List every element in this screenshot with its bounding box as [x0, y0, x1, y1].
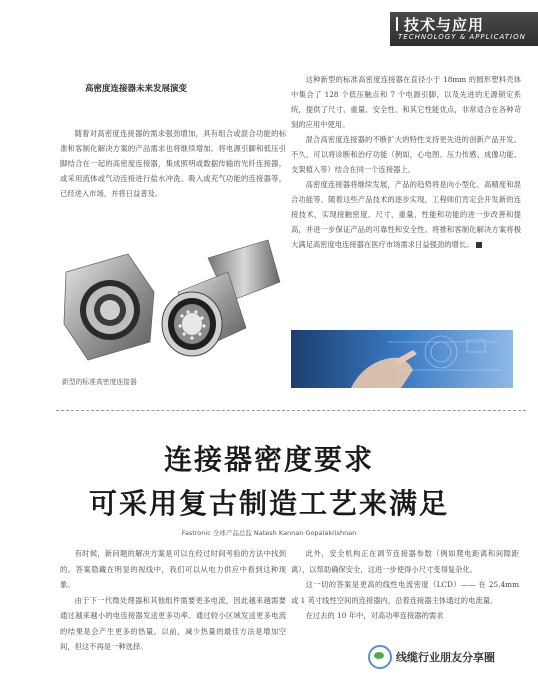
section-divider [56, 410, 526, 412]
article-left-column [60, 546, 286, 655]
wechat-logo-icon [368, 645, 392, 669]
watermark-text: 线缆行业朋友分享圈 [396, 651, 495, 664]
section-header-subtitle: TECHNOLOGY & APPLICATION [398, 33, 526, 41]
section-header-title: 技术与应用 [404, 16, 485, 34]
paragraph: 由于下一代微处理器和其他组件需要更多电流，因此越来越需要通过越来越小的电连接器发送更多功率。通过较小区域发送更多电流的结果是会产生更多的热量。以前，减少热量的最佳方法是增加空间，但这不再是一种选择。 [60, 595, 286, 651]
medical-tech-photo [291, 330, 513, 388]
article-byline: Fastronic 全球产品总监 Natesh Kannan Gopalakrishnan [181, 529, 357, 537]
header-bar-decoration [396, 17, 398, 31]
section-title: 高密度连接器未来发展演变 [85, 84, 188, 94]
watermark [368, 644, 530, 670]
paragraph [291, 177, 521, 252]
paragraph-text: 高密度连接器将继续发展，产品的趋势将是向小型化、高精度和混合功能等，随着这些产品技术的逐步实现，工程师们肯定会开发新的连接技术，实现接触密度、尺寸、重量、性能和功能的进一步改善和提高，并进一步保证产品的可靠性和安全性。将推和客制化解决方案将极大满足高密度电连接器在医疗市场需求日益强劲的增长。 [291, 180, 521, 249]
paragraph: 这种新型的标准高密度连接器在直径小于 18mm 的圆形塑料壳体中集合了 128 个低压触点和 7 个电源引脚，以及先进的无源锁定系统，提供了尺寸、重量、安全性、和其它性能优点，非常适合在各种苛刻的应用中使用。 [291, 75, 521, 129]
paragraph: 混合高密度连接器的不断扩大的特性支持更先进的创新产品开发。不久，可以将诊断和治疗功能（例如，心电图、压力传感、成像功能、支架植入等）结合在同一个连接器上。 [291, 135, 521, 174]
figure-caption: 新型的标准高密度连接器 [62, 378, 137, 386]
paragraph: 此外，安全机构正在调节连接器参数（例如爬电距离和间隙距离），以帮助确保安全，这进一步使得小尺寸变得复杂化。 [291, 549, 519, 574]
article-right-column [291, 546, 519, 624]
paragraph: 有时候，新问题的解决方案是可以在经过时间考验的方法中找到的。答案隐藏在明显的视线中，我们可以从电力供应中看到这种现象。 [60, 549, 286, 589]
paragraph: 在过去的 10 年中，对高功率连接器的需求 [305, 611, 444, 620]
section-header-tab [390, 12, 538, 46]
connector-photo [58, 232, 282, 372]
intro-paragraph: 随着对高密度连接器的需求强劲增加，具有组合或混合功能的标准和客制化解决方案的产品需求也将继续增加。将电源引脚和低压引脚结合在一起的高密度连接器，集成照明或数据传输的光纤连接器，或采用流体或气动连接进行盐水冲洗、吸入或充气功能的连接器等，已经进入市场，并将日益普及。 [60, 129, 286, 198]
right-column-text [291, 72, 521, 252]
article-headline-line2: 可采用复古制造工艺来满足 [88, 487, 449, 520]
paragraph: 这一切的答案是更高的线性电流密度（LCD）—— 在 25.4mm 或 1 英寸线性空间的连接器内，沿着连接器主体通过的电流量。 [291, 580, 519, 605]
end-mark-icon [476, 242, 482, 248]
article-headline-line1: 连接器密度要求 [163, 443, 374, 476]
